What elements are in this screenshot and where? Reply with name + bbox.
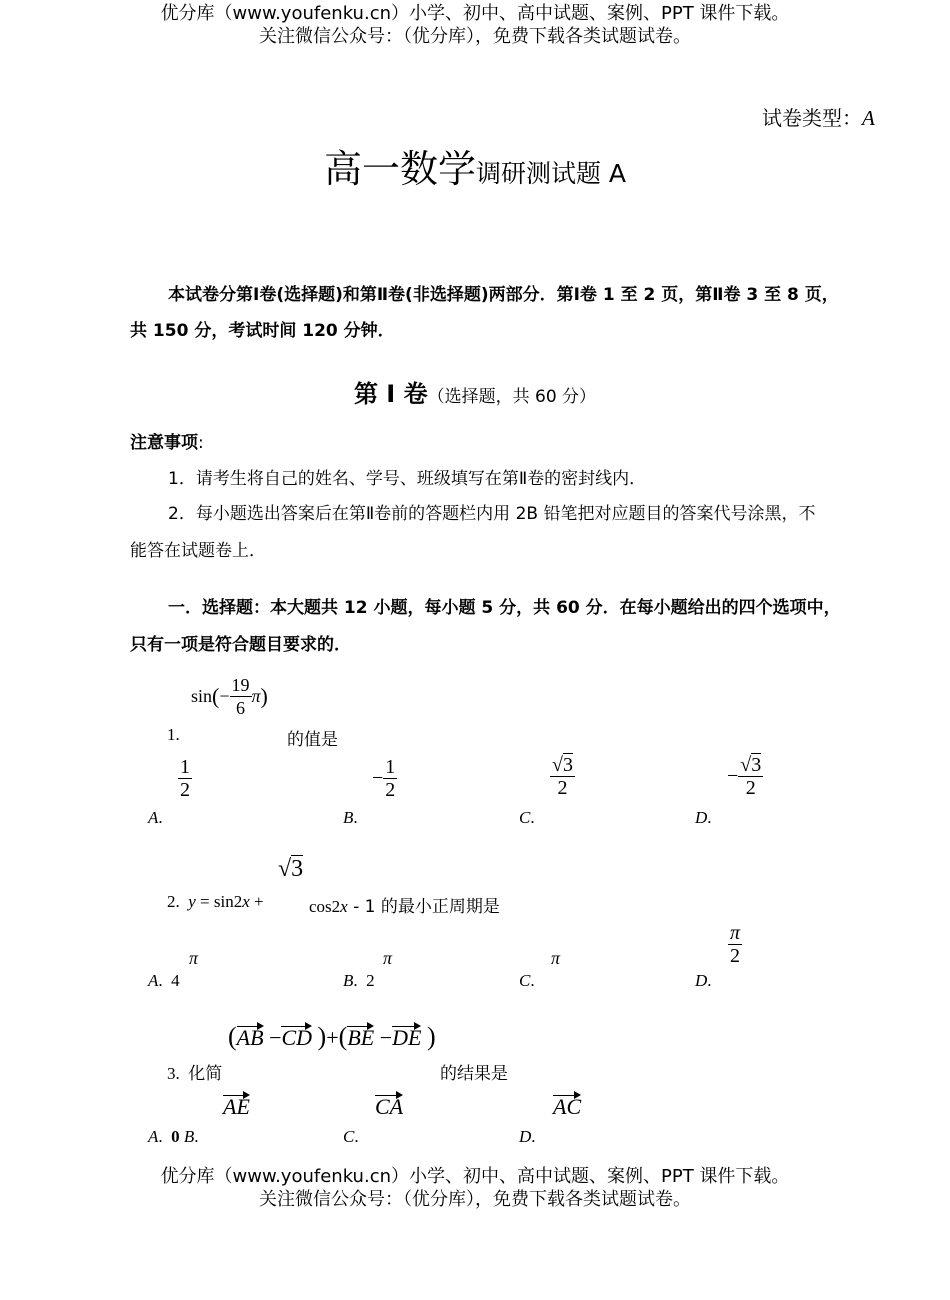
q1-option-c-label: C. bbox=[519, 808, 535, 827]
paper-type bbox=[762, 102, 875, 131]
q2-option-d-value: $\frac{\pi}{2}$ bbox=[730, 922, 741, 967]
q2-option-b-pi: π bbox=[383, 948, 393, 968]
paper-type-label: 试卷类型： bbox=[762, 106, 862, 130]
part1-line-1: 一．选择题：本大题共 12 小题，每小题 5 分，共 60 分．在每小题给出的四个选项中， bbox=[168, 598, 841, 618]
q2-option-a-pi: π bbox=[189, 948, 199, 968]
q1-stem: 的值是 bbox=[287, 730, 338, 750]
q2-option-c: C. bbox=[519, 971, 535, 990]
title-sub: 调研测试题 A bbox=[475, 159, 627, 188]
notes-item-2-line-2: 能答在试题卷上． bbox=[130, 541, 266, 561]
notes-item-2-line-1: 2．每小题选出答案后在第Ⅱ卷前的答题栏内用 2B 铅笔把对应题目的答案代号涂黑，不 bbox=[168, 504, 816, 524]
q3-option-d-vector: AC bbox=[553, 1094, 582, 1119]
q2-option-a: A. 4 bbox=[148, 971, 180, 990]
q1-option-d-label: D. bbox=[695, 808, 712, 827]
part1-line-2: 只有一项是符合题目要求的． bbox=[130, 635, 351, 655]
q1-formula: sin(− $\frac{19}{6}$ π) bbox=[191, 675, 268, 718]
q1-option-b-label: B. bbox=[343, 808, 358, 827]
paper-type-value: A bbox=[862, 106, 875, 130]
q1-option-a-value: $\frac{1}{2}$ bbox=[180, 756, 190, 801]
q1-option-b-value: − $\frac{1}{2}$ bbox=[372, 756, 396, 801]
page-title bbox=[0, 138, 950, 193]
q1-number: 1. bbox=[167, 725, 180, 744]
q2-option-b: B. 2 bbox=[343, 971, 375, 990]
q2-option-d: D. bbox=[695, 971, 712, 990]
notes-item-1: 1．请考生将自己的姓名、学号、班级填写在第Ⅱ卷的密封线内． bbox=[168, 469, 647, 489]
intro-line-1: 本试卷分第Ⅰ卷(选择题)和第Ⅱ卷(非选择题)两部分．第Ⅰ卷 1 至 2 页，第Ⅱ卷 3 至 8 页， bbox=[168, 285, 839, 305]
title-main: 高一数学 bbox=[323, 147, 476, 191]
q2-option-c-pi: π bbox=[551, 948, 561, 968]
q1-option-c-value: $\frac{√3}{2}$ bbox=[552, 754, 573, 799]
intro-line-2: 共 150 分，考试时间 120 分钟． bbox=[130, 321, 395, 341]
header-line-2: 关注微信公众号：（优分库），免费下载各类试题试卷。 bbox=[259, 26, 691, 47]
q2-sqrt3: √3 bbox=[278, 856, 304, 882]
q3-options-ab: A. 0 B. bbox=[148, 1127, 199, 1146]
q1-option-d-value: − $\frac{√3}{2}$ bbox=[727, 754, 762, 799]
q3-option-c: C. bbox=[343, 1127, 359, 1146]
q2-stem-tail: cos2x - 1 的最小正周期是 bbox=[309, 897, 500, 917]
q2-stem: 2. y = sin2x + bbox=[167, 892, 264, 911]
q3-option-b-vector: AE bbox=[223, 1094, 250, 1119]
q3-expression: (AB −CD )+(BE −DE ) bbox=[228, 1022, 436, 1051]
footer-line-2: 关注微信公众号：（优分库），免费下载各类试题试卷。 bbox=[259, 1189, 691, 1210]
header-line-1: 优分库（www.youfenku.cn）小学、初中、高中试题、案例、PPT 课件下载。 bbox=[160, 3, 790, 24]
q3-stem-tail: 的结果是 bbox=[440, 1064, 508, 1084]
q1-option-a-label: A. bbox=[148, 808, 163, 827]
q3-option-d: D. bbox=[519, 1127, 536, 1146]
q3-option-c-vector: CA bbox=[375, 1094, 404, 1119]
section1-note: （选择题，共 60 分） bbox=[427, 387, 597, 407]
notes-heading: 注意事项: bbox=[130, 433, 204, 453]
section1-heading bbox=[0, 374, 950, 409]
q3-stem: 3. 化简 bbox=[167, 1064, 223, 1084]
footer-line-1: 优分库（www.youfenku.cn）小学、初中、高中试题、案例、PPT 课件下载。 bbox=[160, 1166, 790, 1187]
section1-title: 第 Ⅰ 卷 bbox=[353, 380, 428, 408]
